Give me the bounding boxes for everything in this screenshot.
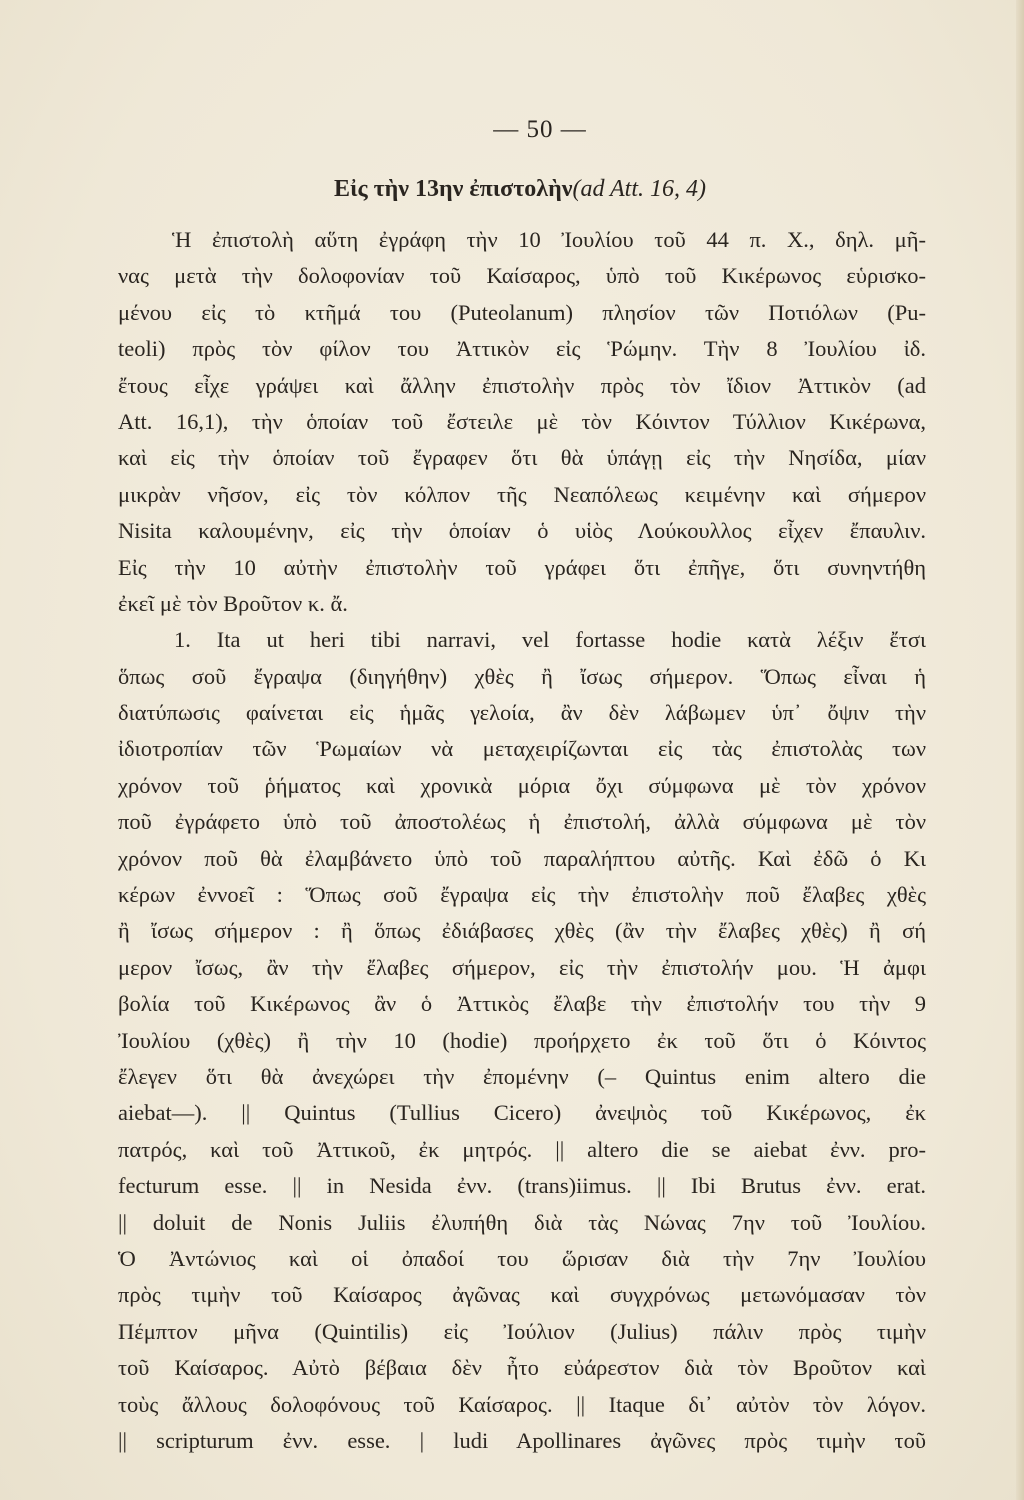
text-line: ἰδιοτροπίαν τῶν Ῥωμαίων νὰ μεταχειρίζωνται εἰς τὰς ἐπιστολὰς των — [118, 736, 926, 762]
text-line: Ὁ Ἀντώνιος καὶ οἱ ὀπαδοί του ὥρισαν διὰ τὴν 7ην Ἰουλίου — [118, 1245, 926, 1271]
text-line: Att. 16,1), τὴν ὁποίαν τοῦ ἔστειλε μὲ τὸν Κόιντον Τύλλιον Κικέρωνα, — [118, 408, 926, 434]
text-line: teoli) πρὸς τὸν φίλον του Ἀττικὸν εἰς Ῥώμην. Τὴν 8 Ἰουλίου ἰδ. — [118, 336, 926, 362]
text-line: τοὺς ἄλλους δολοφόνους τοῦ Καίσαρος. || Itaque δι᾽ αὐτὸν τὸν λόγον. — [118, 1391, 926, 1417]
page-edge-shadow — [1016, 0, 1024, 1500]
section-heading — [0, 176, 1024, 203]
text-line: χρόνον ποῦ θὰ ἐλαμβάνετο ὑπὸ τοῦ παραλήπτου αὐτῆς. Καὶ ἐδῶ ὁ Κι — [118, 845, 926, 871]
text-line: fecturum esse. || in Nesida ἐνν. (trans)iimus. || Ibi Brutus ἐνν. erat. — [118, 1173, 926, 1199]
commentary-body — [118, 222, 926, 1459]
text-line: κέρων ἐννοεῖ : Ὅπως σοῦ ἔγραψα εἰς τὴν ἐπιστολὴν ποῦ ἔλαβες χθὲς — [118, 882, 926, 908]
text-line: ὅπως σοῦ ἔγραψα (διηγήθην) χθὲς ἢ ἴσως σήμερον. Ὅπως εἶναι ἡ — [118, 663, 926, 689]
text-line: Ἰουλίου (χθὲς) ἢ τὴν 10 (hodie) προήρχετο ἐκ τοῦ ὅτι ὁ Κόιντος — [118, 1027, 926, 1053]
text-line: διατύπωσις φαίνεται εἰς ἡμᾶς γελοία, ἂν δὲν λάβωμεν ὑπ᾽ ὄψιν τὴν — [118, 700, 926, 726]
text-line: ποῦ ἐγράφετο ὑπὸ τοῦ ἀποστολέως ἡ ἐπιστολή, ἀλλὰ σύμφωνα μὲ τὸν — [118, 809, 926, 835]
text-line: Nisita καλουμένην, εἰς τὴν ὁποίαν ὁ υἱὸς Λούκουλλος εἶχεν ἔπαυλιν. — [118, 518, 926, 544]
heading-reference: (ad Att. 16, 4) — [572, 176, 706, 202]
text-line: Πέμπτον μῆνα (Quintilis) εἰς Ἰούλιον (Julius) πάλιν πρὸς τιμὴν — [118, 1318, 926, 1344]
text-line: πατρός, καὶ τοῦ Ἀττικοῦ, ἐκ μητρός. || altero die se aiebat ἐνν. pro- — [118, 1136, 926, 1162]
text-line: ἐκεῖ μὲ τὸν Βροῦτον κ. ἄ. — [118, 590, 348, 616]
text-line: Ἡ ἐπιστολὴ αὕτη ἐγράφη τὴν 10 Ἰουλίου τοῦ 44 π. Χ., δηλ. μῆ- — [172, 227, 926, 252]
text-line: ἔλεγεν ὅτι θὰ ἀνεχώρει τὴν ἐπομένην (– Quintus enim altero die — [118, 1063, 926, 1089]
text-line: ἔτους εἶχε γράψει καὶ ἄλλην ἐπιστολὴν πρὸς τὸν ἴδιον Ἀττικὸν (ad — [118, 372, 926, 398]
text-line: μένου εἰς τὸ κτῆμά του (Puteolanum) πλησίον τῶν Ποτιόλων (Pu- — [118, 299, 926, 325]
heading-title: Εἰς τὴν 13ην ἐπιστολὴν — [334, 176, 573, 202]
text-line: μερον ἴσως, ἂν τὴν ἔλαβες σήμερον, εἰς τὴν ἐπιστολήν μου. Ἡ ἀμφι — [118, 954, 926, 980]
text-line: || scripturum ἐνν. esse. | ludi Apollinares ἀγῶνες πρὸς τιμὴν τοῦ — [118, 1427, 926, 1453]
text-line: 1. Ita ut heri tibi narravi, vel fortasse hodie κατὰ λέξιν ἔτσι — [174, 627, 926, 653]
page-number: — 50 — — [493, 116, 587, 143]
text-line: βολία τοῦ Κικέρωνος ἂν ὁ Ἀττικὸς ἔλαβε τὴν ἐπιστολήν του τὴν 9 — [118, 991, 926, 1017]
text-line: ἢ ἴσως σήμερον : ἢ ὅπως ἐδιάβασες χθὲς (ἂν τὴν ἔλαβες χθὲς) ἢ σή — [118, 918, 926, 944]
text-line: τοῦ Καίσαρος. Αὐτὸ βέβαια δὲν ἦτο εὐάρεστον διὰ τὸν Βροῦτον καὶ — [118, 1355, 926, 1381]
text-line: aiebat—). || Quintus (Tullius Cicero) ἀνεψιὸς τοῦ Κικέρωνος, ἐκ — [118, 1100, 926, 1126]
text-line: πρὸς τιμὴν τοῦ Καίσαρος ἀγῶνας καὶ συγχρόνως μετωνόμασαν τὸν — [118, 1282, 926, 1308]
text-line: χρόνον τοῦ ῥήματος καὶ χρονικὰ μόρια ὄχι σύμφωνα μὲ τὸν χρόνον — [118, 772, 926, 798]
text-line: μικρὰν νῆσον, εἰς τὸν κόλπον τῆς Νεαπόλεως κειμένην καὶ σήμερον — [118, 481, 926, 507]
text-line: καὶ εἰς τὴν ὁποίαν τοῦ ἔγραφεν ὅτι θὰ ὑπάγῃ εἰς τὴν Νησίδα, μίαν — [118, 445, 926, 471]
text-line: νας μετὰ τὴν δολοφονίαν τοῦ Καίσαρος, ὑπὸ τοῦ Κικέρωνος εὑρισκο- — [118, 263, 926, 289]
text-line: || doluit de Nonis Juliis ἐλυπήθη διὰ τὰς Νώνας 7ην τοῦ Ἰουλίου. — [118, 1209, 926, 1235]
text-line: Εἰς τὴν 10 αὐτὴν ἐπιστολὴν τοῦ γράφει ὅτι ἐπῆγε, ὅτι συνηντήθη — [118, 554, 926, 580]
